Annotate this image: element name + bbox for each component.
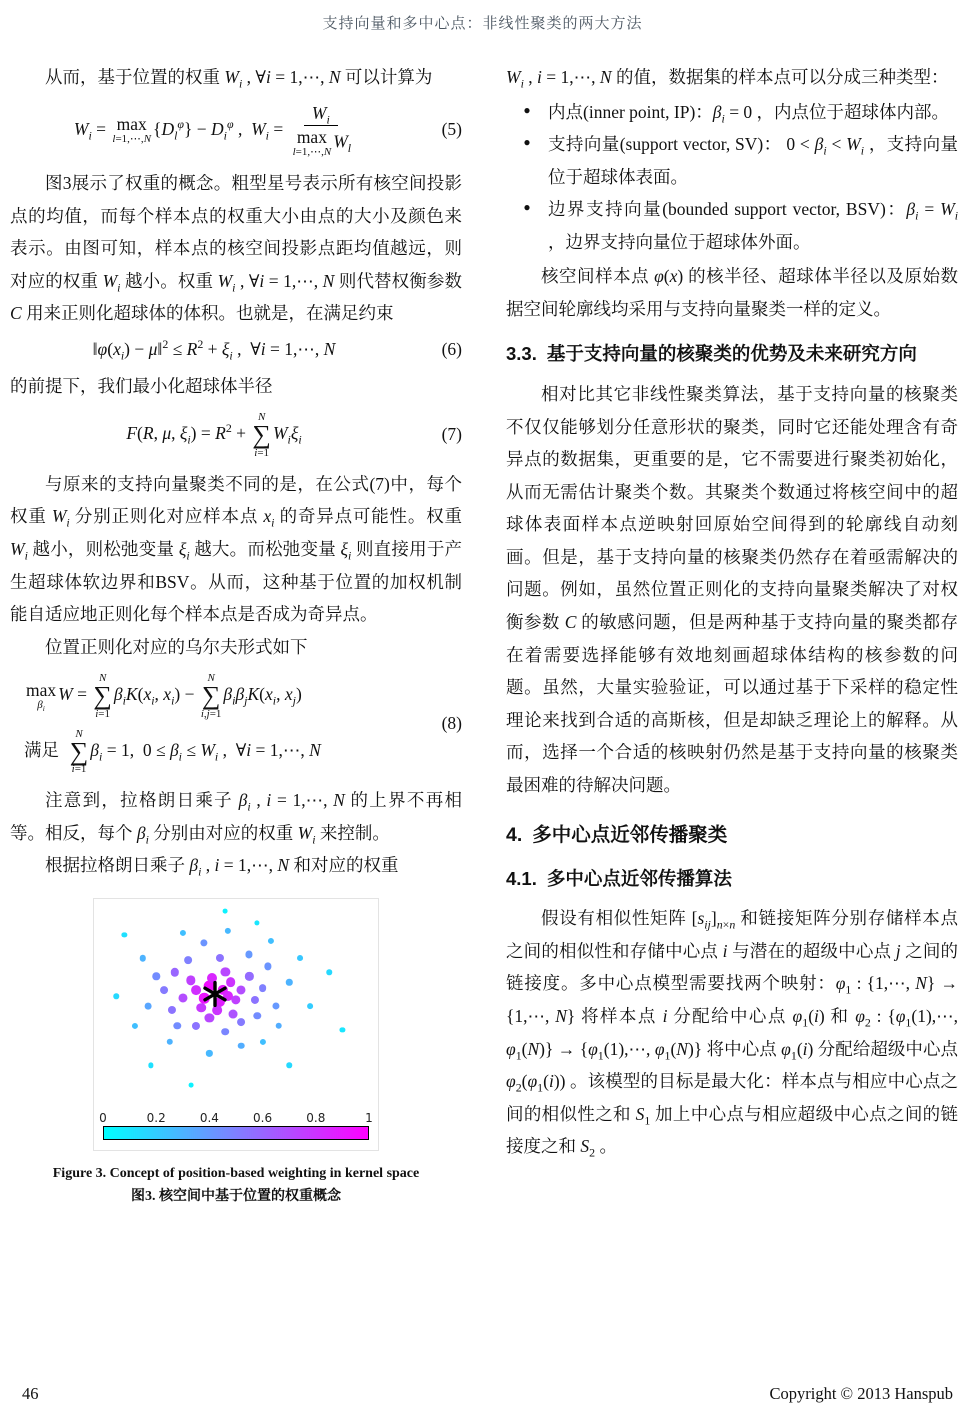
equation-7 — [10, 411, 462, 459]
paragraph: 假设有相似性矩阵 $[s_{ij}]_{n\times n}$ 和链接矩阵分别存储样本点之间的相似性和存储中心点 i 与潜在的超级中心点 j 之间的链接度。多中心点模型需要找两个映射：$\varphi_1$ : {1,⋯, N} → {1,⋯, N} 将样本点 i 分配给中心点 $\varphi_1(i)$ 和 $\varphi_2$ : {$\varphi_1(1),\cdots$, $\varphi_1(N)$} → {$\varphi_1(1),\cdots$, $\varphi_1(N)$} 将中心点 $\varphi_1(i)$ 分配给超级中心点 $\varphi_2(\varphi_1(i))$ 。该模型的目标是最大化：样本点与相应中心点之间的相似性之和 $S_1$ 加上中心点与相应超级中心点之间的链接度之和 $S_2$ 。 — [506, 908, 959, 1160]
paragraph: 位置正则化对应的乌尔夫形式如下 — [45, 636, 308, 657]
scatter-point — [132, 1023, 138, 1029]
equation-5-number: (5) — [441, 119, 462, 140]
scatter-point — [166, 1038, 172, 1044]
page-number: 46 — [22, 1384, 39, 1403]
figure-caption-cn: 图3. 核空间中基于位置的权重概念 — [131, 1188, 341, 1204]
scatter-point — [259, 984, 267, 992]
scatter-point — [246, 951, 253, 958]
scatter-point — [286, 979, 292, 985]
paragraph: 相对比其它非线性聚类算法，基于支持向量的核聚类不仅仅能够划分任意形状的聚类，同时它还能处理含有奇异点的数据集，更重要的是，它不需要进行聚类初始化，从而无需估计聚类个数。其聚类个数通过将核空间中的超球体表面样本点逆映射回原始空间得到的轮廓线自动刻画。但是，基于支持向量的核聚类仍然存在着亟需解决的问题。例如，虽然位置正则化的支持向量聚类解决了对权衡参数 C 的敏感问题，但是两种基于支持向量的聚类都存在着需要选择能够有效地刻画超球体结构的核参数的问题。虽然，大量实验验证，可以通过基于下采样的稳定性理论来找到合适的高斯核，但是却缺乏理论上的解释。从而，选择一个合适的核映射仍然是基于支持向量的核聚类最困难的待解决问题。 — [506, 384, 959, 795]
scatter-point — [308, 1003, 314, 1009]
section-title: 多中心点近邻传播聚类 — [532, 824, 728, 847]
scatter-point — [114, 993, 119, 998]
list-item-text: 边界支持向量(bounded support vector, BSV)：$\beta_i = W_i$ ，边界支持向量位于超球体外面。 — [548, 199, 958, 252]
mean-star-marker — [202, 981, 228, 1007]
scatter-point — [174, 1022, 181, 1029]
scatter-point — [152, 973, 159, 980]
equation-5 — [10, 103, 462, 159]
running-title: 支持向量和多中心点：非线性聚类的两大方法 — [322, 16, 643, 32]
colorbar-tick-labels — [99, 1110, 373, 1126]
bullet-icon: ● — [523, 200, 531, 215]
section-heading-3-3 — [506, 341, 958, 368]
scatter-point — [340, 1027, 345, 1032]
copyright: Copyright © 2013 Hanspub — [769, 1384, 953, 1403]
page-footer — [0, 1384, 965, 1404]
equation-8-line-2: 满足 N ∑ i=1 $\beta_i = 1$, $0 \le \beta_i \le W_i$ , ∀i = 1,⋯, N — [24, 727, 321, 776]
point-type-list — [506, 96, 958, 259]
scatter-point — [191, 985, 201, 995]
colorbar-tick-label: 0.4 — [199, 1110, 219, 1125]
scatter-point — [225, 928, 231, 934]
scatter-point — [223, 909, 228, 914]
equation-7-body: F(R, μ, $\xi_i) = R^2$ + N ∑ i=1 $W_i\xi_i$ — [126, 411, 302, 459]
paragraph: 的前提下，我们最小化超球体半径 — [10, 375, 273, 396]
section-heading-4 — [506, 821, 958, 849]
equation-7-number: (7) — [441, 424, 462, 445]
scatter-point — [275, 1022, 282, 1029]
scatter-point — [145, 1003, 152, 1010]
figure-3-plot-area — [93, 898, 379, 1151]
equation-8 — [10, 672, 462, 775]
paragraph: 与原来的支持向量聚类不同的是，在公式(7)中，每个权重 $W_i$ 分别正则化对应样本点 $x_i$ 的奇异点可能性。权重 $W_i$ 越小，则松弛变量 $\xi_i$ 越大。而松弛变量 $\xi_i$ 则直接用于产生超球体软边界和BSV。从而，这种基于位置的加权机制能自适应地正则化每个样本点是否成为奇异点。 — [10, 473, 463, 625]
paragraph: 从而，基于位置的权重 $W_i$ , ∀i = 1,⋯, N 可以计算为 — [45, 67, 433, 91]
scatter-point — [188, 1083, 193, 1088]
scatter-point — [268, 938, 274, 944]
scatter-point — [168, 1006, 176, 1014]
figure-3-caption — [10, 1163, 462, 1207]
scatter-point — [186, 976, 195, 985]
paragraph: 注意到，拉格朗日乘子 $\beta_i$ , i = 1,⋯, N 的上界不再相等。相反，每个 $\beta_i$ 分别由对应的权重 $W_i$ 来控制。 — [10, 790, 462, 847]
colorbar-tick-label: 0.8 — [306, 1110, 326, 1125]
colorbar-tick-label: 0.6 — [253, 1110, 273, 1125]
list-item-text: 支持向量(support vector, SV)： $0 < \beta_i < W_i$ ，支持向量位于超球体表面。 — [548, 134, 959, 187]
scatter-point — [272, 1002, 279, 1009]
scatter-point — [251, 996, 259, 1004]
scatter-point — [205, 1013, 214, 1022]
scatter-point — [184, 957, 192, 965]
scatter-point — [200, 939, 207, 946]
colorbar — [103, 1126, 369, 1140]
equation-6-number: (6) — [441, 338, 462, 359]
scatter-point — [221, 968, 230, 977]
scatter-point — [178, 994, 187, 1003]
left-column — [10, 61, 462, 1207]
list-item-text: 内点(inner point, IP)：$\beta_i = 0$ ，内点位于超球体内部。 — [548, 101, 950, 126]
equation-8-body — [10, 672, 418, 775]
scatter-point — [286, 1063, 291, 1068]
scatter-point — [180, 930, 186, 936]
list-item — [506, 193, 958, 258]
scatter-point — [238, 1042, 245, 1049]
bullet-icon: ● — [523, 102, 531, 117]
paragraph: $W_i$ , i = 1,⋯, N 的值，数据集的样本点可以分成三种类型： — [506, 67, 949, 91]
scatter-point — [192, 1022, 200, 1030]
list-item — [506, 96, 958, 129]
right-column — [506, 61, 958, 1207]
colorbar-tick-label: 0 — [99, 1110, 107, 1125]
scatter-point — [245, 972, 253, 980]
colorbar-tick-label: 0.2 — [146, 1110, 166, 1125]
section-heading-4-1 — [506, 866, 958, 893]
scatter-point — [237, 1018, 245, 1026]
content-columns — [10, 61, 959, 1207]
scatter-point — [216, 954, 224, 962]
scatter-plot — [103, 907, 369, 1105]
equation-5-body: $W_i$ = max l=1,⋯,N $\{D_l^\varphi\} - D_i^\varphi$ , $W_i$ = $W_i$ max l=1,⋯,N $W_l$ — [73, 102, 352, 159]
equation-6-body: $‖\varphi(x_i)$ − μ‖$^2$ ≤ $R^2 + \xi_i$ , ∀i = 1,⋯, N — [92, 337, 336, 363]
scatter-point — [148, 1063, 153, 1068]
paragraph: 图3展示了权重的概念。粗型星号表示所有核空间投影点的均值，而每个样本点的权重大小由点的大小及颜色来表示。由图可知，样本点的核空间投影点距均值越远，则对应的权重 $W_i$ 越小。权重 $W_i$ , ∀i = 1,⋯, N 则代替权衡参数 C 用来正则化超球体的体积。也就是，在满足约束 — [10, 173, 463, 324]
list-item — [506, 128, 958, 193]
scatter-point — [297, 955, 303, 961]
section-title: 多中心点近邻传播算法 — [546, 867, 732, 889]
scatter-point — [254, 1012, 261, 1019]
scatter-point — [264, 963, 271, 970]
page-header — [10, 10, 955, 33]
equation-6 — [10, 339, 462, 361]
scatter-point — [171, 968, 179, 976]
section-title: 基于支持向量的核聚类的优势及未来研究方向 — [546, 343, 917, 365]
scatter-point — [229, 1009, 238, 1018]
section-number: 4. — [506, 824, 523, 847]
paragraph: 核空间样本点 φ(x) 的核半径、超球体半径以及原始数据空间轮廓线均采用与支持向量聚类一样的定义。 — [506, 266, 959, 319]
section-number: 3.3. — [506, 343, 537, 365]
scatter-point — [206, 1050, 212, 1056]
scatter-point — [222, 1028, 230, 1036]
scatter-point — [231, 995, 240, 1004]
scatter-point — [237, 986, 246, 995]
bullet-icon: ● — [523, 135, 531, 150]
asterisk-star-icon — [202, 981, 228, 1007]
colorbar-tick-label: 1 — [365, 1110, 373, 1125]
equation-8-line-1: max $\beta_i$ W = N ∑ i=1 $\beta_iK(x_i$, $x_i$) − N ∑ i,j=1 $\beta_i\beta_jK(x_i$, $x_j$) — [26, 672, 302, 720]
figure-3 — [93, 898, 379, 1151]
equation-8-number: (8) — [441, 712, 462, 733]
paragraph: 根据拉格朗日乘子 $\beta_i$ , i = 1,⋯, N 和对应的权重 — [45, 855, 399, 879]
scatter-point — [255, 920, 260, 925]
scatter-point — [140, 955, 146, 961]
scatter-point — [326, 970, 331, 975]
scatter-point — [122, 932, 127, 937]
scatter-point — [160, 986, 168, 994]
section-number: 4.1. — [506, 867, 537, 889]
scatter-point — [260, 1039, 266, 1045]
figure-caption-en: Figure 3. Concept of position-based weighting in kernel space — [52, 1165, 420, 1181]
